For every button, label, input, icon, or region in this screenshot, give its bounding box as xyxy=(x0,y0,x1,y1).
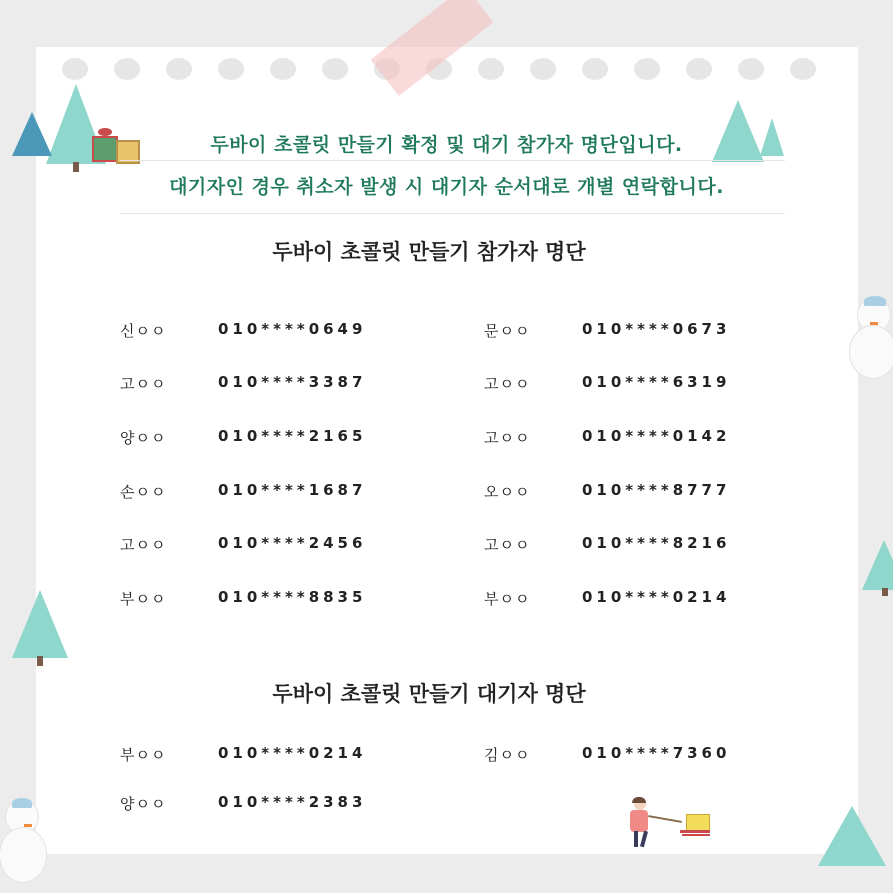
notebook-card xyxy=(36,47,858,854)
participant-name: 고ㅇㅇ xyxy=(120,536,167,554)
participant-phone: 010****3387 xyxy=(218,373,367,391)
binder-ring xyxy=(634,58,660,80)
participant-phone: 010****1687 xyxy=(218,481,367,499)
participant-phone: 010****2165 xyxy=(218,427,367,445)
participant-name: 부ㅇㅇ xyxy=(120,590,167,608)
binder-ring xyxy=(166,58,192,80)
binder-ring xyxy=(790,58,816,80)
participant-name: 고ㅇㅇ xyxy=(120,375,167,393)
waitlist-name: 부ㅇㅇ xyxy=(120,746,167,764)
binder-ring xyxy=(686,58,712,80)
participant-phone: 010****0649 xyxy=(218,320,367,338)
waitlist-name: 양ㅇㅇ xyxy=(120,795,167,813)
participant-phone: 010****0673 xyxy=(582,320,731,338)
participant-name: 손ㅇㅇ xyxy=(120,483,167,501)
divider xyxy=(120,160,785,161)
participant-name: 고ㅇㅇ xyxy=(484,536,531,554)
participant-name: 양ㅇㅇ xyxy=(120,429,167,447)
waitlist-phone: 010****2383 xyxy=(218,793,367,811)
waitlist-phone: 010****0214 xyxy=(218,744,367,762)
waitlist-name: 김ㅇㅇ xyxy=(484,746,531,764)
binder-ring xyxy=(530,58,556,80)
waitlist-title: 두바이 초콜릿 만들기 대기자 명단 xyxy=(272,682,586,706)
binder-ring xyxy=(738,58,764,80)
notice-line-1: 두바이 초콜릿 만들기 확정 및 대기 참가자 명단입니다. xyxy=(210,134,683,156)
participant-name: 오ㅇㅇ xyxy=(484,483,531,501)
participant-phone: 010****0214 xyxy=(582,588,731,606)
participant-phone: 010****0142 xyxy=(582,427,731,445)
binder-ring xyxy=(270,58,296,80)
participant-phone: 010****8835 xyxy=(218,588,367,606)
participant-name: 문ㅇㅇ xyxy=(484,322,531,340)
binder-ring xyxy=(478,58,504,80)
binder-ring xyxy=(218,58,244,80)
binder-ring xyxy=(322,58,348,80)
divider xyxy=(120,213,785,214)
participant-name: 고ㅇㅇ xyxy=(484,375,531,393)
participant-name: 신ㅇㅇ xyxy=(120,322,167,340)
participant-name: 부ㅇㅇ xyxy=(484,590,531,608)
participant-phone: 010****6319 xyxy=(582,373,731,391)
participant-phone: 010****8777 xyxy=(582,481,731,499)
participant-phone: 010****2456 xyxy=(218,534,367,552)
binder-ring xyxy=(114,58,140,80)
participant-name: 고ㅇㅇ xyxy=(484,429,531,447)
binder-ring xyxy=(62,58,88,80)
notice-line-2: 대기자인 경우 취소자 발생 시 대기자 순서대로 개별 연락합니다. xyxy=(169,176,724,198)
participants-title: 두바이 초콜릿 만들기 참가자 명단 xyxy=(272,240,586,264)
waitlist-phone: 010****7360 xyxy=(582,744,731,762)
binder-ring xyxy=(582,58,608,80)
participant-phone: 010****8216 xyxy=(582,534,731,552)
